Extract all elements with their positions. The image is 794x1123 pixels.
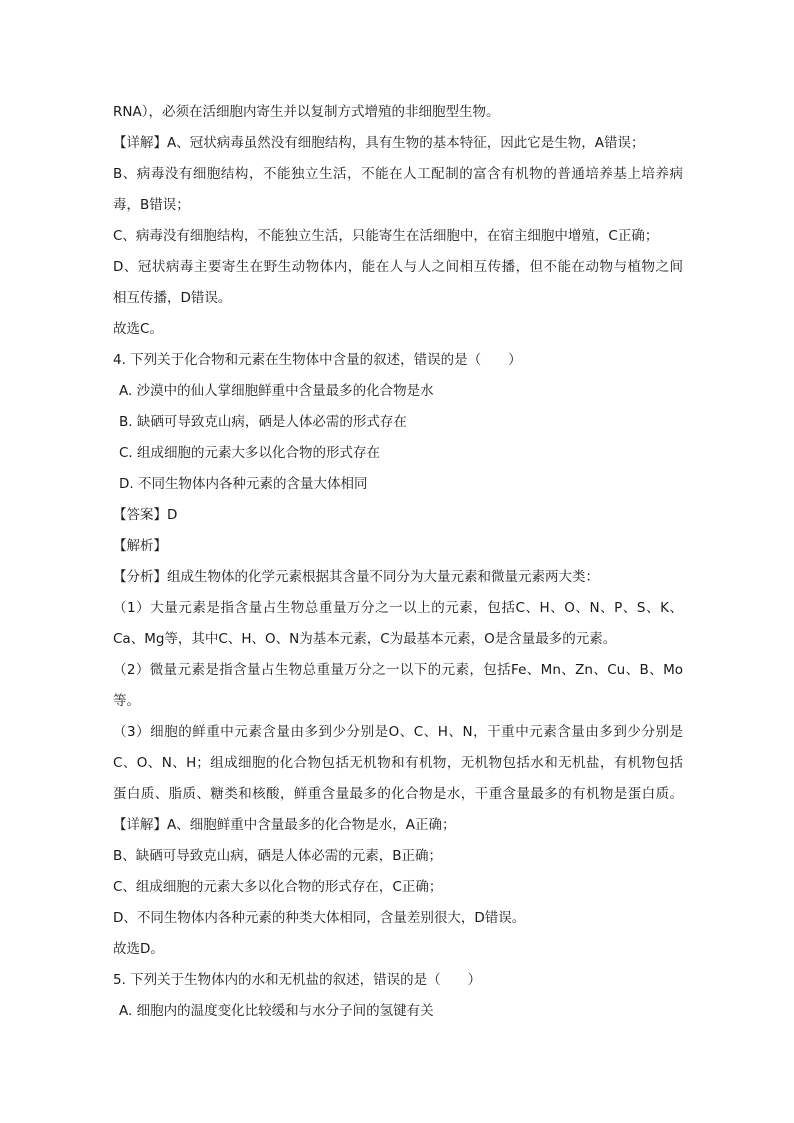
answer-choice-line: 故选D。 — [113, 941, 164, 957]
text-line: 蛋白质、脂质、糖类和核酸，鲜重含量最多的化合物是水，干重含量最多的有机物是蛋白质。 — [113, 786, 683, 802]
option-a: A. 沙漠中的仙人掌细胞鲜重中含量最多的化合物是水 — [119, 383, 434, 399]
text-line: （3）细胞的鲜重中元素含量由多到少分别是O、C、H、N，干重中元素含量由多到少分别是 — [113, 724, 683, 740]
question-stem: 4. 下列关于化合物和元素在生物体中含量的叙述，错误的是（ ） — [113, 352, 522, 368]
analysis-heading: 【解析】 — [113, 538, 167, 554]
option-a: A. 细胞内的温度变化比较缓和与水分子间的氢键有关 — [119, 1003, 434, 1019]
text-line: 相互传播，D错误。 — [113, 290, 232, 306]
answer-heading: 【答案】D — [113, 507, 178, 523]
option-b: B. 缺硒可导致克山病，硒是人体必需的形式存在 — [119, 414, 407, 430]
text-line: （2）微量元素是指含量占生物总重量万分之一以下的元素，包括Fe、Mn、Zn、Cu、B、Mo — [113, 662, 683, 678]
detail-line: 【详解】A、冠状病毒虽然没有细胞结构，具有生物的基本特征，因此它是生物，A错误； — [113, 135, 645, 151]
text-line: Ca、Mg等，其中C、H、O、N为基本元素，C为最基本元素，O是含量最多的元素。 — [113, 631, 617, 647]
text-line: D、不同生物体内各种元素的种类大体相同，含量差别很大，D错误。 — [113, 910, 526, 926]
text-line: B、病毒没有细胞结构，不能独立生活，不能在人工配制的富含有机物的普通培养基上培养病 — [113, 166, 683, 182]
text-line: （1）大量元素是指含量占生物总重量万分之一以上的元素，包括C、H、O、N、P、S、K、 — [113, 600, 683, 616]
text-line: 毒，B错误； — [113, 197, 190, 213]
option-d: D. 不同生物体内各种元素的含量大体相同 — [119, 476, 368, 492]
detail-line: 【详解】A、细胞鲜重中含量最多的化合物是水，A正确； — [113, 817, 456, 833]
text-line: RNA），必须在活细胞内寄生并以复制方式增殖的非细胞型生物。 — [113, 104, 500, 120]
text-line: 等。 — [113, 693, 140, 709]
text-line: C、组成细胞的元素大多以化合物的形式存在，C正确； — [113, 879, 443, 895]
option-c: C. 组成细胞的元素大多以化合物的形式存在 — [119, 445, 381, 461]
answer-choice-line: 故选C。 — [113, 321, 163, 337]
text-line: C、O、N、H；组成细胞的化合物包括无机物和有机物，无机物包括水和无机盐，有机物包括 — [113, 755, 683, 771]
text-line: C、病毒没有细胞结构，不能独立生活，只能寄生在活细胞中，在宿主细胞中增殖，C正确； — [113, 228, 659, 244]
analysis-intro: 【分析】组成生物体的化学元素根据其含量不同分为大量元素和微量元素两大类： — [113, 569, 599, 585]
text-line: D、冠状病毒主要寄生在野生动物体内，能在人与人之间相互传播，但不能在动物与植物之间 — [113, 259, 683, 275]
text-line: B、缺硒可导致克山病，硒是人体必需的元素，B正确； — [113, 848, 443, 864]
question-stem: 5. 下列关于生物体内的水和无机盐的叙述，错误的是（ ） — [113, 972, 482, 988]
